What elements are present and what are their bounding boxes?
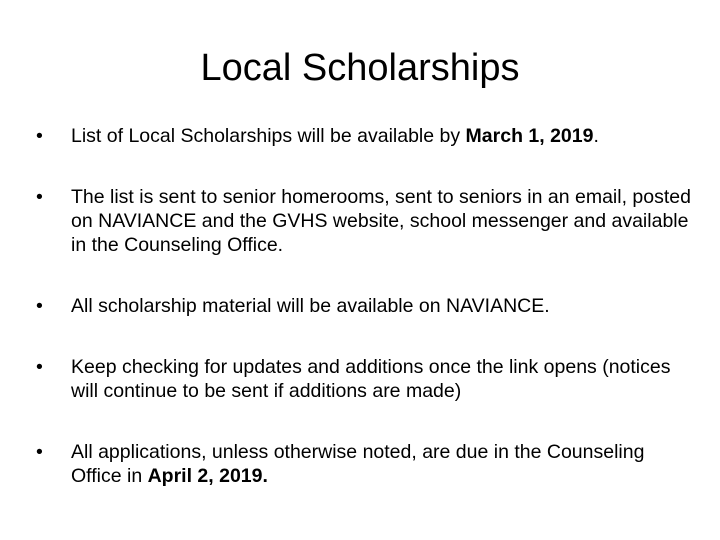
bullet-icon: • <box>36 295 43 317</box>
bullet-bold-date: March 1, 2019 <box>465 125 594 147</box>
bullet-icon: • <box>36 441 43 463</box>
bullet-item-naviance <box>36 294 696 318</box>
bullet-text: All applications, unless otherwise noted, are due in the Counseling Office in <box>71 441 645 487</box>
bullet-text: Keep checking for updates and additions once the link opens (notices will continue to be sent if additions are made) <box>71 356 671 402</box>
bullet-item-updates <box>36 355 696 403</box>
bullet-text-end: . <box>593 125 599 147</box>
bullet-text: The list is sent to senior homerooms, sent to seniors in an email, posted on NAVIANCE and the GVHS website, school messenger and available in the Counseling Office. <box>71 186 691 256</box>
bullet-bold-date: April 2, 2019. <box>147 465 268 487</box>
bullet-item-distribution <box>36 185 696 257</box>
bullet-text: List of Local Scholarships will be available by <box>71 125 466 147</box>
bullet-icon: • <box>36 186 43 208</box>
bullet-icon: • <box>36 125 43 147</box>
bullet-text: All scholarship material will be available on NAVIANCE. <box>71 295 550 317</box>
bullet-item-availability <box>36 124 696 148</box>
slide-title: Local Scholarships <box>200 47 520 89</box>
bullet-item-due-date <box>36 440 696 488</box>
bullet-icon: • <box>36 356 43 378</box>
bullet-list <box>36 124 696 488</box>
